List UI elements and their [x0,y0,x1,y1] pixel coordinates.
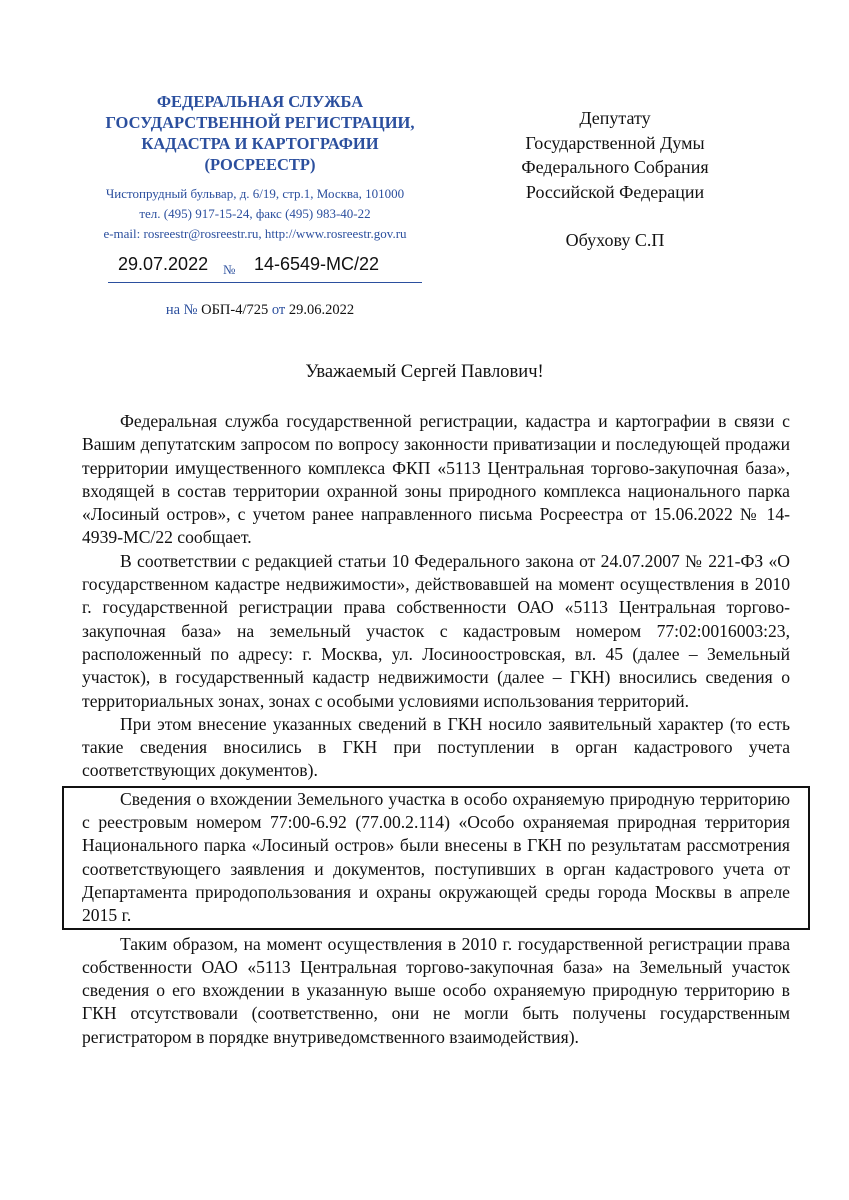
org-name-line: ГОСУДАРСТВЕННОЙ РЕГИСТРАЦИИ, [105,113,415,132]
letter-body [82,410,790,1049]
registration-number: 14-6549-МС/22 [254,254,380,274]
paragraph-highlighted: Сведения о вхождении Земельного участка в особо охраняемую природную территорию с реестровым номером 77:00-6.92 (77.00.2.114) «Особо охраняемая природная территория Национального парка «Лосиный остров» были внесены в ГКН по результатам рассмотрения соответствующего заявления и документов, поступивших в орган кадастрового учета от Департамента природопользования и охраны окружающей среды города Москвы в апреле 2015 г. [82,788,790,926]
reply-from-label: от [268,302,289,318]
org-name-line: КАДАСТРА И КАРТОГРАФИИ [141,134,379,153]
org-name-line: ФЕДЕРАЛЬНАЯ СЛУЖБА [156,92,364,111]
addressee-line: Федерального Собрания [521,157,709,177]
addressee-name: Обухову С.П [565,230,665,250]
paragraph: В соответствии с редакцией статьи 10 Федерального закона от 24.07.2007 № 221-ФЗ «О государственном кадастре недвижимости», действовавшей на момент осуществления в 2010 г. государственной регистрации права собственности ОАО «5113 Центральная торгово-закупочная база» на земельный участок с кадастровым номером 77:02:0016003:23, расположенный по адресу: г. Москва, ул. Лосиноостровская, вл. 45 (далее – Земельный участок), в государственный кадастр недвижимости (далее – ГКН) вносились сведения о территориальных зонах, зонах с особыми условиями использования территорий. [82,550,790,711]
paragraph: Таким образом, на момент осуществления в 2010 г. государственной регистрации права собственности ОАО «5113 Центральная торгово-закупочная база» на Земельный участок сведения о его вхождении в указанную выше особо охраняемую природную территорию в ГКН отсутствовали (соответственно, они не могли быть получены государственным регистратором в порядке внутриведомственного взаимодействия). [82,933,790,1047]
org-email-web: e-mail: rosreestr@rosreestr.ru, http://www.rosreestr.gov.ru [103,226,407,241]
organization-contacts [70,184,440,244]
addressee-line: Депутату [579,108,651,128]
reply-reference [90,302,430,319]
org-address: Чистопрудный бульвар, д. 6/19, стр.1, Москва, 101000 [105,186,405,201]
paragraph: При этом внесение указанных сведений в ГКН носило заявительный характер (то есть такие сведения вносились в ГКН при поступлении в орган кадастрового учета соответствующих документов). [82,713,790,781]
reply-ref-number: ОБП-4/725 [201,302,269,318]
organization-name [90,91,430,175]
registration-line [108,252,422,283]
reply-prefix: на № [165,302,202,318]
addressee-line: Государственной Думы [525,132,705,153]
reply-ref-date: 29.06.2022 [288,302,355,318]
highlight-frame [62,786,810,930]
org-phone: тел. (495) 917-15-24, факс (495) 983-40-22 [139,206,371,221]
registration-number-label: № [223,262,236,277]
addressee-line: Российской Федерации [525,181,705,202]
org-name-line: (РОСРЕЕСТР) [204,155,316,174]
addressee-block [490,106,740,253]
salutation: Уважаемый Сергей Павлович! [305,362,544,382]
registration-date: 29.07.2022 [118,254,209,274]
paragraph: Федеральная служба государственной регистрации, кадастра и картографии в связи с Вашим депутатским запросом по вопросу законности приватизации и последующей продажи территории имущественного комплекса ФКП «5113 Центральная торгово-закупочная база», входящей в состав территории охранной зоны природного комплекса национального парка «Лосиный остров», с учетом ранее направленного письма Росреестра от 15.06.2022 № 14-4939-МС/22 сообщает. [82,411,790,548]
